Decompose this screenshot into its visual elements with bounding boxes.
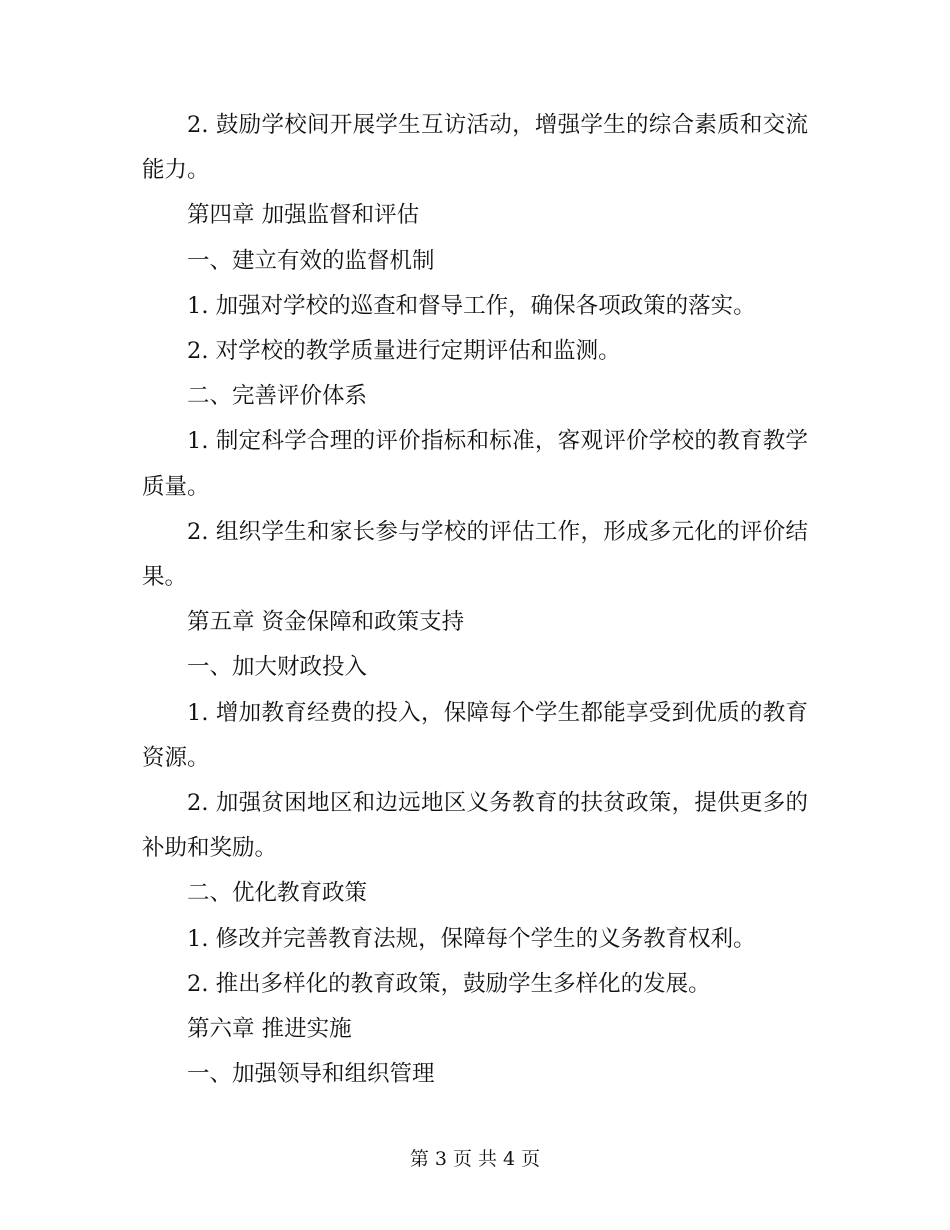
paragraph: 1. 修改并完善教育法规，保障每个学生的义务教育权利。 <box>187 925 756 952</box>
paragraph: 1. 加强对学校的巡查和督导工作，确保各项政策的落实。 <box>187 292 756 319</box>
section-heading: 二、优化教育政策 <box>187 880 368 907</box>
section-heading: 一、加强领导和组织管理 <box>187 1061 435 1088</box>
document-body <box>142 103 808 1097</box>
paragraph: 2. 推出多样化的教育政策，鼓励学生多样化的发展。 <box>187 970 711 997</box>
page-number: 第 3 页 共 4 页 <box>409 1148 541 1170</box>
section-heading: 一、建立有效的监督机制 <box>187 247 435 274</box>
page-footer <box>0 1146 950 1172</box>
paragraph: 1. 制定科学合理的评价指标和标准，客观评价学校的教育教学质量。 <box>142 428 808 500</box>
paragraph: 2. 加强贫困地区和边远地区义务教育的扶贫政策，提供更多的补助和奖励。 <box>142 790 808 862</box>
section-heading: 一、加大财政投入 <box>187 654 368 681</box>
paragraph: 2. 组织学生和家长参与学校的评估工作，形成多元化的评价结果。 <box>142 518 808 591</box>
chapter-heading: 第四章 加强监督和评估 <box>187 202 420 229</box>
paragraph: 2. 鼓励学校间开展学生互访活动，增强学生的综合素质和交流能力。 <box>142 112 808 184</box>
chapter-heading: 第六章 推进实施 <box>187 1016 352 1043</box>
chapter-heading: 第五章 资金保障和政策支持 <box>187 609 465 636</box>
paragraph: 2. 对学校的教学质量进行定期评估和监测。 <box>187 338 621 365</box>
section-heading: 二、完善评价体系 <box>187 383 368 410</box>
paragraph: 1. 增加教育经费的投入，保障每个学生都能享受到优质的教育资源。 <box>142 699 808 771</box>
